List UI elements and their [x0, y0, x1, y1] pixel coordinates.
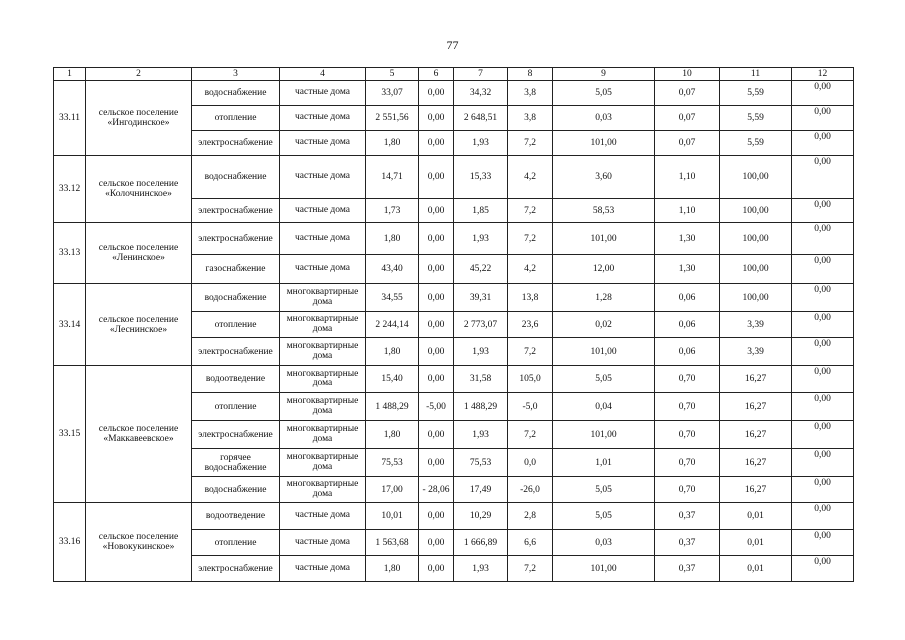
cell-col-9: 101,00 — [553, 338, 655, 366]
cell-col-3: электроснабжение — [192, 199, 280, 223]
cell-col-8: 7,2 — [508, 338, 553, 366]
cell-col-10: 0,06 — [655, 338, 720, 366]
cell-col-4: многоквартирные дома — [280, 477, 366, 503]
cell-col-10: 0,07 — [655, 106, 720, 131]
column-number: 12 — [792, 68, 854, 81]
cell-col-8: 7,2 — [508, 556, 553, 582]
cell-col-5: 43,40 — [366, 255, 419, 284]
column-number: 8 — [508, 68, 553, 81]
cell-col-11: 5,59 — [720, 131, 792, 156]
cell-col-7: 17,49 — [454, 477, 508, 503]
cell-col-8: 23,6 — [508, 312, 553, 338]
cell-col-6: 0,00 — [419, 312, 454, 338]
cell-col-4: частные дома — [280, 503, 366, 530]
cell-col-6: 0,00 — [419, 156, 454, 199]
cell-col-12: 0,00 — [792, 393, 854, 421]
cell-col-9: 5,05 — [553, 81, 655, 106]
cell-col-6: 0,00 — [419, 106, 454, 131]
cell-col-10: 0,06 — [655, 284, 720, 312]
cell-col-12: 0,00 — [792, 81, 854, 106]
table-row — [54, 366, 854, 393]
cell-col-6: 0,00 — [419, 366, 454, 393]
column-number: 7 — [454, 68, 508, 81]
cell-col-9: 0,03 — [553, 530, 655, 556]
cell-col-11: 100,00 — [720, 199, 792, 223]
cell-col-12: 0,00 — [792, 255, 854, 284]
cell-col-10: 0,70 — [655, 449, 720, 477]
cell-col-6: 0,00 — [419, 421, 454, 449]
column-number-row — [54, 68, 854, 81]
cell-col-10: 0,07 — [655, 131, 720, 156]
cell-col-8: 3,8 — [508, 106, 553, 131]
cell-col-4: многоквартирные дома — [280, 312, 366, 338]
cell-col-4: многоквартирные дома — [280, 284, 366, 312]
cell-col-11: 100,00 — [720, 284, 792, 312]
cell-col-9: 0,03 — [553, 106, 655, 131]
cell-col-5: 15,40 — [366, 366, 419, 393]
cell-col-4: частные дома — [280, 223, 366, 255]
settlement-code: 33.14 — [54, 284, 86, 366]
cell-col-5: 1,73 — [366, 199, 419, 223]
settlement-code: 33.13 — [54, 223, 86, 284]
cell-col-4: многоквартирные дома — [280, 338, 366, 366]
cell-col-12: 0,00 — [792, 284, 854, 312]
cell-col-6: 0,00 — [419, 255, 454, 284]
cell-col-7: 1,93 — [454, 338, 508, 366]
cell-col-10: 0,70 — [655, 393, 720, 421]
cell-col-10: 0,37 — [655, 503, 720, 530]
cell-col-10: 0,70 — [655, 477, 720, 503]
cell-col-4: многоквартирные дома — [280, 393, 366, 421]
cell-col-3: водоснабжение — [192, 284, 280, 312]
cell-col-8: 0,0 — [508, 449, 553, 477]
tariff-table — [53, 67, 854, 582]
page-number: 77 — [446, 38, 459, 52]
cell-col-7: 15,33 — [454, 156, 508, 199]
cell-col-6: 0,00 — [419, 530, 454, 556]
cell-col-7: 1,85 — [454, 199, 508, 223]
cell-col-10: 1,30 — [655, 255, 720, 284]
cell-col-8: 7,2 — [508, 131, 553, 156]
cell-col-7: 75,53 — [454, 449, 508, 477]
cell-col-7: 45,22 — [454, 255, 508, 284]
cell-col-4: многоквартирные дома — [280, 449, 366, 477]
cell-col-7: 1 488,29 — [454, 393, 508, 421]
cell-col-6: 0,00 — [419, 199, 454, 223]
cell-col-7: 2 773,07 — [454, 312, 508, 338]
cell-col-11: 16,27 — [720, 393, 792, 421]
cell-col-12: 0,00 — [792, 199, 854, 223]
cell-col-12: 0,00 — [792, 449, 854, 477]
cell-col-10: 1,10 — [655, 156, 720, 199]
cell-col-12: 0,00 — [792, 131, 854, 156]
cell-col-7: 2 648,51 — [454, 106, 508, 131]
cell-col-11: 100,00 — [720, 156, 792, 199]
cell-col-12: 0,00 — [792, 366, 854, 393]
cell-col-10: 0,70 — [655, 421, 720, 449]
cell-col-5: 1,80 — [366, 421, 419, 449]
cell-col-7: 39,31 — [454, 284, 508, 312]
cell-col-9: 5,05 — [553, 503, 655, 530]
cell-col-11: 100,00 — [720, 223, 792, 255]
table-row — [54, 503, 854, 530]
cell-col-9: 101,00 — [553, 556, 655, 582]
cell-col-5: 1 563,68 — [366, 530, 419, 556]
cell-col-4: многоквартирные дома — [280, 366, 366, 393]
table-row — [54, 223, 854, 255]
cell-col-10: 0,70 — [655, 366, 720, 393]
cell-col-9: 3,60 — [553, 156, 655, 199]
cell-col-3: отопление — [192, 312, 280, 338]
column-number: 4 — [280, 68, 366, 81]
cell-col-3: отопление — [192, 393, 280, 421]
cell-col-12: 0,00 — [792, 477, 854, 503]
cell-col-10: 1,10 — [655, 199, 720, 223]
cell-col-12: 0,00 — [792, 338, 854, 366]
cell-col-4: частные дома — [280, 255, 366, 284]
cell-col-3: водоснабжение — [192, 156, 280, 199]
cell-col-9: 5,05 — [553, 477, 655, 503]
cell-col-5: 1,80 — [366, 131, 419, 156]
cell-col-6: 0,00 — [419, 338, 454, 366]
cell-col-11: 16,27 — [720, 366, 792, 393]
cell-col-11: 16,27 — [720, 477, 792, 503]
cell-col-5: 17,00 — [366, 477, 419, 503]
settlement-name: сельское поселение «Ингодинское» — [86, 81, 192, 156]
cell-col-12: 0,00 — [792, 156, 854, 199]
cell-col-11: 3,39 — [720, 338, 792, 366]
cell-col-6: 0,00 — [419, 81, 454, 106]
cell-col-11: 0,01 — [720, 530, 792, 556]
column-number: 10 — [655, 68, 720, 81]
cell-col-6: 0,00 — [419, 223, 454, 255]
cell-col-8: -26,0 — [508, 477, 553, 503]
cell-col-10: 1,30 — [655, 223, 720, 255]
cell-col-11: 0,01 — [720, 503, 792, 530]
settlement-code: 33.11 — [54, 81, 86, 156]
cell-col-5: 2 244,14 — [366, 312, 419, 338]
cell-col-9: 1,28 — [553, 284, 655, 312]
cell-col-11: 5,59 — [720, 81, 792, 106]
cell-col-5: 1,80 — [366, 556, 419, 582]
cell-col-3: электроснабжение — [192, 338, 280, 366]
settlement-name: сельское поселение «Колочнинское» — [86, 156, 192, 223]
cell-col-6: 0,00 — [419, 284, 454, 312]
cell-col-3: водоотведение — [192, 503, 280, 530]
column-number: 2 — [86, 68, 192, 81]
cell-col-3: водоснабжение — [192, 477, 280, 503]
cell-col-9: 101,00 — [553, 131, 655, 156]
cell-col-5: 1,80 — [366, 223, 419, 255]
cell-col-6: 0,00 — [419, 449, 454, 477]
cell-col-3: отопление — [192, 106, 280, 131]
cell-col-6: - 28,06 — [419, 477, 454, 503]
column-number: 1 — [54, 68, 86, 81]
settlement-name: сельское поселение «Новокукинское» — [86, 503, 192, 582]
settlement-code: 33.12 — [54, 156, 86, 223]
cell-col-3: отопление — [192, 530, 280, 556]
cell-col-7: 1,93 — [454, 556, 508, 582]
cell-col-11: 5,59 — [720, 106, 792, 131]
cell-col-9: 5,05 — [553, 366, 655, 393]
cell-col-5: 33,07 — [366, 81, 419, 106]
cell-col-8: 4,2 — [508, 156, 553, 199]
cell-col-5: 2 551,56 — [366, 106, 419, 131]
cell-col-4: частные дома — [280, 131, 366, 156]
cell-col-11: 0,01 — [720, 556, 792, 582]
cell-col-7: 1,93 — [454, 421, 508, 449]
cell-col-4: частные дома — [280, 106, 366, 131]
cell-col-10: 0,06 — [655, 312, 720, 338]
cell-col-8: 3,8 — [508, 81, 553, 106]
cell-col-9: 0,04 — [553, 393, 655, 421]
cell-col-11: 16,27 — [720, 421, 792, 449]
settlement-name: сельское поселение «Леснинское» — [86, 284, 192, 366]
cell-col-12: 0,00 — [792, 556, 854, 582]
cell-col-5: 1,80 — [366, 338, 419, 366]
cell-col-12: 0,00 — [792, 421, 854, 449]
cell-col-8: 2,8 — [508, 503, 553, 530]
cell-col-11: 100,00 — [720, 255, 792, 284]
cell-col-4: частные дома — [280, 556, 366, 582]
cell-col-12: 0,00 — [792, 530, 854, 556]
cell-col-9: 101,00 — [553, 223, 655, 255]
column-number: 6 — [419, 68, 454, 81]
table-row — [54, 156, 854, 199]
cell-col-3: электроснабжение — [192, 421, 280, 449]
cell-col-7: 31,58 — [454, 366, 508, 393]
table-row — [54, 81, 854, 106]
cell-col-11: 16,27 — [720, 449, 792, 477]
cell-col-12: 0,00 — [792, 223, 854, 255]
cell-col-8: 7,2 — [508, 199, 553, 223]
cell-col-3: газоснабжение — [192, 255, 280, 284]
cell-col-6: 0,00 — [419, 556, 454, 582]
cell-col-6: 0,00 — [419, 131, 454, 156]
cell-col-5: 10,01 — [366, 503, 419, 530]
cell-col-8: 13,8 — [508, 284, 553, 312]
cell-col-10: 0,37 — [655, 530, 720, 556]
cell-col-9: 1,01 — [553, 449, 655, 477]
cell-col-3: электроснабжение — [192, 131, 280, 156]
settlement-name: сельское поселение «Ленинское» — [86, 223, 192, 284]
cell-col-9: 0,02 — [553, 312, 655, 338]
cell-col-10: 0,37 — [655, 556, 720, 582]
cell-col-6: 0,00 — [419, 503, 454, 530]
cell-col-7: 10,29 — [454, 503, 508, 530]
cell-col-4: частные дома — [280, 199, 366, 223]
cell-col-6: -5,00 — [419, 393, 454, 421]
cell-col-4: частные дома — [280, 156, 366, 199]
cell-col-8: 7,2 — [508, 421, 553, 449]
column-number: 11 — [720, 68, 792, 81]
cell-col-3: электроснабжение — [192, 223, 280, 255]
cell-col-4: многоквартирные дома — [280, 421, 366, 449]
settlement-code: 33.15 — [54, 366, 86, 503]
cell-col-8: 6,6 — [508, 530, 553, 556]
settlement-name: сельское поселение «Маккавеевское» — [86, 366, 192, 503]
cell-col-11: 3,39 — [720, 312, 792, 338]
cell-col-3: водоснабжение — [192, 81, 280, 106]
cell-col-8: -5,0 — [508, 393, 553, 421]
column-number: 9 — [553, 68, 655, 81]
cell-col-8: 7,2 — [508, 223, 553, 255]
cell-col-3: водоотведение — [192, 366, 280, 393]
cell-col-4: частные дома — [280, 530, 366, 556]
cell-col-5: 34,55 — [366, 284, 419, 312]
cell-col-7: 1,93 — [454, 223, 508, 255]
cell-col-9: 12,00 — [553, 255, 655, 284]
cell-col-10: 0,07 — [655, 81, 720, 106]
settlement-code: 33.16 — [54, 503, 86, 582]
cell-col-3: горячее водоснабжение — [192, 449, 280, 477]
cell-col-12: 0,00 — [792, 106, 854, 131]
cell-col-9: 101,00 — [553, 421, 655, 449]
cell-col-8: 4,2 — [508, 255, 553, 284]
cell-col-5: 1 488,29 — [366, 393, 419, 421]
cell-col-7: 1 666,89 — [454, 530, 508, 556]
cell-col-7: 1,93 — [454, 131, 508, 156]
column-number: 3 — [192, 68, 280, 81]
cell-col-12: 0,00 — [792, 503, 854, 530]
cell-col-7: 34,32 — [454, 81, 508, 106]
cell-col-12: 0,00 — [792, 312, 854, 338]
cell-col-5: 14,71 — [366, 156, 419, 199]
cell-col-3: электроснабжение — [192, 556, 280, 582]
table-row — [54, 284, 854, 312]
cell-col-8: 105,0 — [508, 366, 553, 393]
column-number: 5 — [366, 68, 419, 81]
cell-col-4: частные дома — [280, 81, 366, 106]
cell-col-9: 58,53 — [553, 199, 655, 223]
cell-col-5: 75,53 — [366, 449, 419, 477]
